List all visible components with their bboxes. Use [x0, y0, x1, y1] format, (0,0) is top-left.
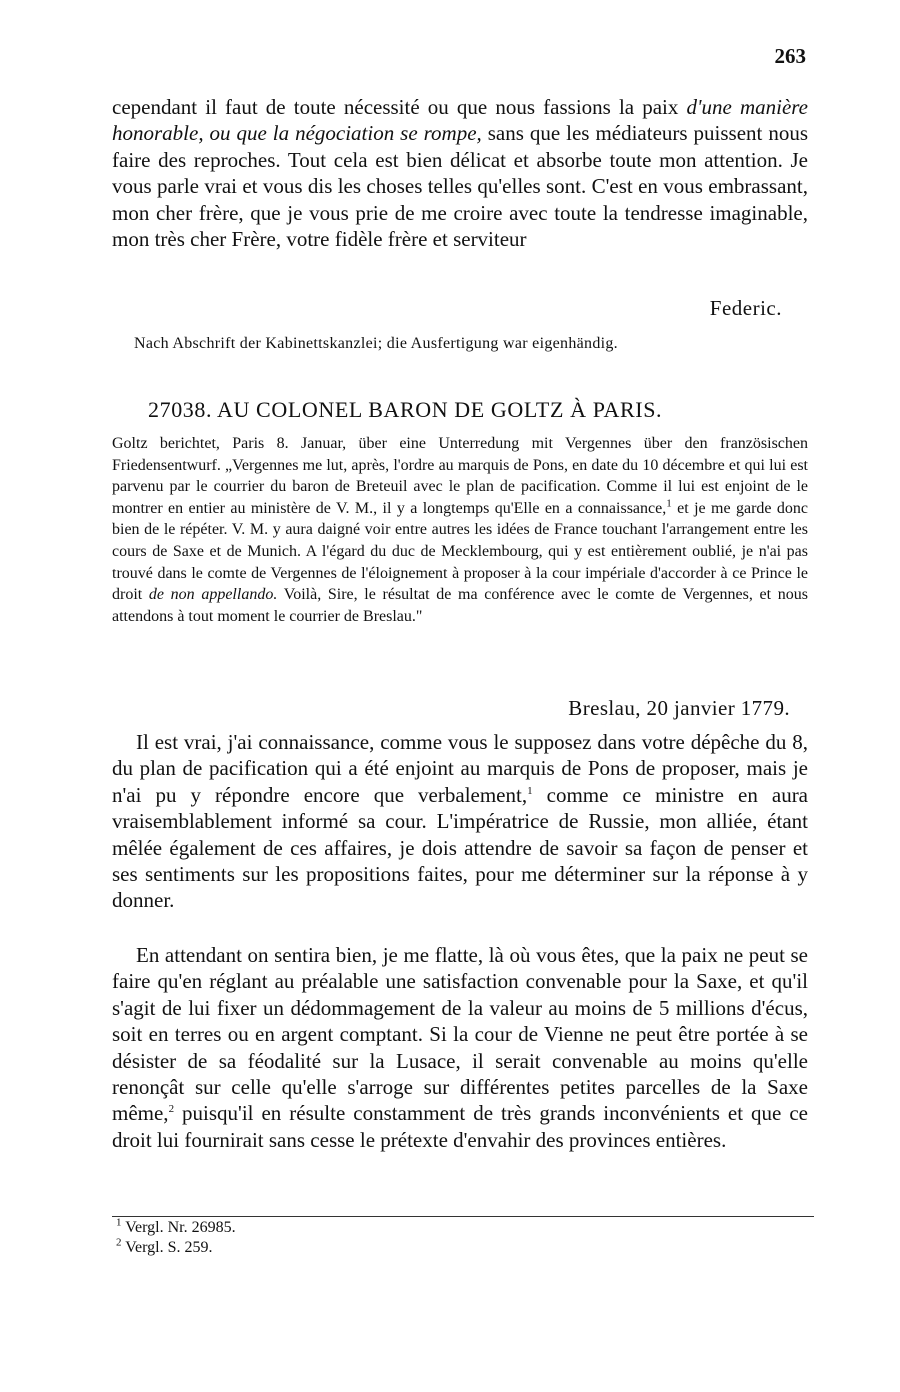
footnote-text: Vergl. S. 259. [125, 1239, 213, 1256]
footnotes [116, 1218, 236, 1258]
summary-text-1: Goltz berichtet, Paris 8. Januar, über eine Unterredung mit Vergennes über den französischen Friedensentwurf. „Vergennes me lut, après, l'ordre au marquis de Pons, en date du 10 décembre et qui lui est parvenu par le courrier du baron de Breteuil avec le plan de pacification. Comme il lui est enjoint de le montrer en entier au ministère de V. M., il y a longtemps qu'Elle en a connaissance, [112, 435, 808, 517]
signature: Federic. [709, 296, 782, 320]
document-heading: 27038. AU COLONEL BARON DE GOLTZ À PARIS. [148, 397, 663, 422]
footnote-ref: 2 [168, 1103, 175, 1116]
footnote [116, 1238, 236, 1258]
footnote-mark: 1 [116, 1216, 122, 1229]
letter-text-end: sans que les médiateurs puissent nous faire des reproches. Tout cela est bien délicat et absorbe toute mon attention. Je vous parle vrai et vous dis les choses telles qu'elles sont. C'est en vous embrassant, mon cher frère, que je vous prie de me croire avec toute la tendresse imaginable, mon très cher Frère, votre fidèle frère et serviteur [112, 121, 808, 252]
letter-continuation [112, 94, 808, 252]
paragraph-saxony [112, 942, 808, 1153]
footnote [116, 1218, 236, 1238]
paragraph-saxony-text-2: puisqu'il en résulte constamment de très grands inconvénients et que ce droit lui fournirait sans cesse le prétexte d'envahir des provinces entières. [112, 1101, 808, 1152]
summary-italic: de non appellando. [148, 586, 278, 604]
letter-emphasis: d'une manière honorable, ou que la négociation se rompe, [112, 95, 808, 146]
source-note: Nach Abschrift der Kabinettskanzlei; die Ausfertigung war eigenhändig. [134, 335, 618, 352]
footnote-ref: 1 [527, 784, 533, 797]
letter-text-start: cependant il faut de toute nécessité ou que nous fassions la paix [112, 95, 687, 119]
footnote-text: Vergl. Nr. 26985. [125, 1219, 236, 1236]
footnote-ref: 1 [666, 497, 672, 510]
paragraph-reply [112, 729, 808, 914]
dateline: Breslau, 20 janvier 1779. [568, 696, 790, 720]
page-number: 263 [774, 44, 806, 68]
report-summary [112, 433, 808, 627]
summary-text-3: Voilà, Sire, le résultat de ma conférence avec le comte de Vergennes, et nous attendons à tout moment le courrier de Breslau." [112, 586, 809, 625]
paragraph-saxony-text-1: En attendant on sentira bien, je me flatte, là où vous êtes, que la paix ne peut se faire qu'en réglant au préalable une satisfaction convenable pour la Saxe, et qu'il s'agit de lui fixer un dédommagement de la valeur au moins de 5 millions d'écus, soit en terres ou en argent comptant. Si la cour de Vienne ne peut être portée à se désister de sa féodalité sur la Lusace, il serait convenable au moins qu'elle renonçât sur celle qu'elle s'arroge sur différentes petites parcelles de la Saxe même, [112, 943, 808, 1126]
paragraph-reply-text-1: Il est vrai, j'ai connaissance, comme vous le supposez dans votre dépêche du 8, du plan de pacification qui a été enjoint au marquis de Pons de proposer, mais je n'ai pu y répondre encore que verbalement, [112, 730, 808, 807]
footnote-mark: 2 [116, 1236, 122, 1249]
summary-text-2: et je me garde donc bien de le répéter. V. M. y aura daigné voir entre autres les idées de France touchant l'arrangement entre les cours de Saxe et de Munich. A l'égard du duc de Mecklembourg, qui y est entièrement oublié, je n'ai pas trouvé dans le comte de Vergennes de l'éloignement à proposer à la cour impériale d'accorder à ce Prince le droit [112, 499, 808, 604]
paragraph-reply-text-2: comme ce ministre en aura vraisemblablement informé sa cour. L'impératrice de Russie, mon alliée, étant mêlée également de ces affaires, je dois attendre de savoir sa façon de penser et ses sentiments sur les propositions faites, pour me déterminer sur la réponse à y donner. [112, 782, 809, 913]
footnote-divider [112, 1216, 814, 1217]
